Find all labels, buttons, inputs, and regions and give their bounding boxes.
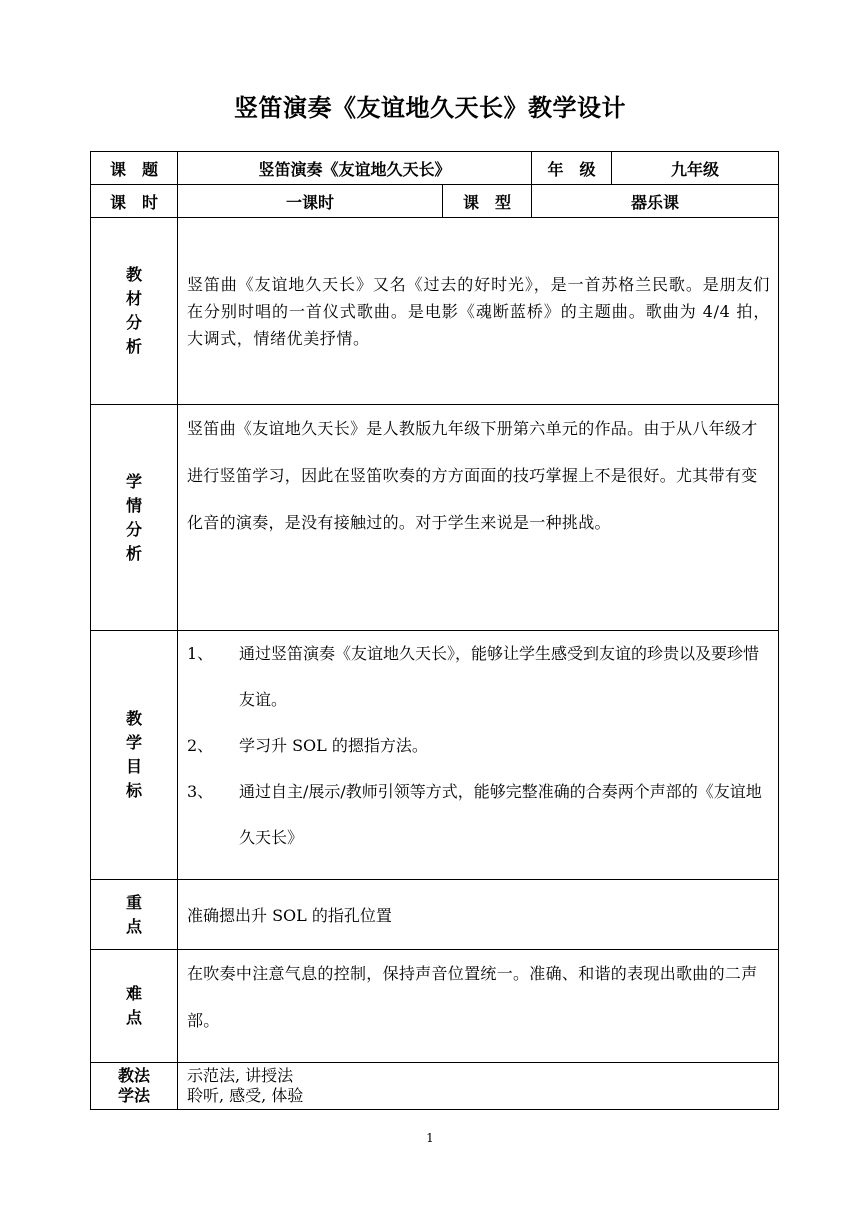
table-row-topic [91, 152, 779, 185]
goal-item [187, 769, 770, 861]
type-value: 器乐课 [532, 185, 779, 218]
label-char: 点 [125, 916, 142, 936]
label-char: 难 [125, 984, 142, 1003]
lesson-plan-table [90, 151, 779, 1110]
teaching-goals-cell [178, 631, 779, 880]
textbook-analysis-cell [178, 218, 779, 405]
table-row-teaching-goals [91, 631, 779, 880]
goal-text: 通过竖笛演奏《友谊地久天长》，能够让学生感受到友谊的珍贵以及要珍惜友谊。 [239, 644, 760, 709]
period-label: 课 时 [91, 185, 178, 218]
label-char: 分 [125, 313, 142, 332]
grade-label: 年 级 [532, 152, 612, 185]
label-line: 学法 [117, 1086, 150, 1105]
label-char: 分 [125, 519, 142, 539]
label-char: 析 [125, 543, 142, 563]
period-value: 一课时 [178, 185, 443, 218]
label-char: 教 [125, 265, 142, 284]
table-row-period [91, 185, 779, 218]
textbook-analysis-text: 竖笛曲《友谊地久天长》又名《过去的好时光》，是一首苏格兰民歌。是朋友们在分别时唱的一首仪式歌曲。是电影《魂断蓝桥》的主题曲。歌曲为 4/4 拍，大调式，情绪优美抒情。 [187, 274, 771, 348]
page-number: 1 [426, 1131, 434, 1145]
student-analysis-cell [178, 405, 779, 631]
learning-methods-text: 聆听, 感受, 体验 [187, 1086, 304, 1105]
teaching-goals-label [91, 631, 178, 880]
table-row-key-points [91, 880, 779, 950]
label-char: 材 [125, 289, 142, 308]
label-char: 教 [125, 709, 142, 728]
key-points-label [91, 880, 178, 950]
table-row-textbook-analysis [91, 218, 779, 405]
document-title: 竖笛演奏《友谊地久天长》教学设计 [234, 94, 626, 122]
goal-number: 2、 [187, 736, 214, 755]
goal-text: 学习升 SOL 的摁指方法。 [239, 736, 428, 755]
label-char: 学 [125, 733, 142, 752]
goal-number: 1、 [187, 644, 214, 663]
teaching-methods-text: 示范法, 讲授法 [187, 1066, 294, 1085]
label-char: 目 [125, 757, 142, 776]
goal-item [187, 631, 770, 723]
goal-number: 3、 [187, 782, 214, 801]
label-char: 标 [125, 781, 142, 800]
difficult-points-label [91, 950, 178, 1063]
table-row-methods [91, 1063, 779, 1110]
student-analysis-label [91, 405, 178, 631]
label-char: 学 [125, 471, 142, 491]
label-line: 教法 [117, 1066, 150, 1085]
label-char: 点 [125, 1008, 142, 1027]
difficult-points-text: 在吹奏中注意气息的控制，保持声音位置统一。准确、和谐的表现出歌曲的二声部。 [187, 964, 758, 1030]
label-char: 重 [125, 892, 142, 912]
textbook-analysis-label [91, 218, 178, 405]
goal-text: 通过自主/展示/教师引领等方式，能够完整准确的合奏两个声部的《友谊地久天长》 [239, 782, 762, 847]
student-analysis-text: 竖笛曲《友谊地久天长》是人教版九年级下册第六单元的作品。由于从八年级才进行竖笛学习，因此在竖笛吹奏的方方面面的技巧掌握上不是很好。尤其带有变化音的演奏，是没有接触过的。对于学生来说是一种挑战。 [187, 419, 758, 532]
topic-label: 课 题 [91, 152, 178, 185]
grade-value: 九年级 [612, 152, 779, 185]
methods-label [91, 1063, 178, 1110]
topic-value: 竖笛演奏《友谊地久天长》 [178, 152, 532, 185]
table-row-difficult-points [91, 950, 779, 1063]
type-label: 课 型 [443, 185, 532, 218]
methods-cell [178, 1063, 779, 1110]
difficult-points-cell [178, 950, 779, 1063]
table-row-student-analysis [91, 405, 779, 631]
label-char: 析 [125, 337, 142, 356]
label-char: 情 [125, 495, 142, 515]
goal-item [187, 723, 770, 769]
key-points-text: 准确摁出升 SOL 的指孔位置 [178, 880, 779, 950]
